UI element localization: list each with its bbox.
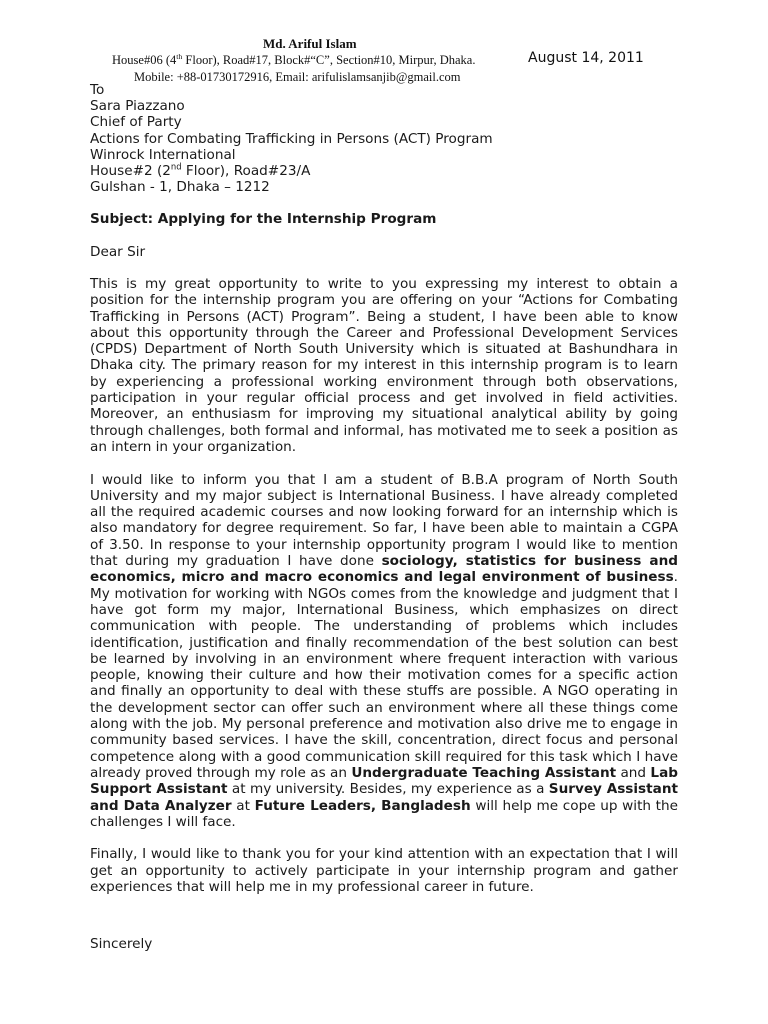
paragraph-1: This is my great opportunity to write to you expressing my interest to obtain a position for the internship program you are offering on your “Actions for Combating Trafficking in Persons (ACT) Program”. Being a student, I have been able to know about this opportunity through the Career and Professional Development Services (CPDS) Department of North South University which is situated at Bashundhara in Dhaka city. The primary reason for my interest in this internship program is to learn by experiencing a professional working environment through both observations, participation in your regular official process and get involved in field activities. Moreover, an enthusiasm for improving my situational analytical ability by going through challenges, both formal and informal, has motivated me to seek a position as an intern in your organization. [90, 276, 678, 455]
recipient-address-part: Floor), Road#23/A [181, 163, 311, 180]
recipient-org: Winrock International [90, 146, 236, 163]
recipient-title: Chief of Party [90, 114, 182, 131]
sender-contact: Mobile: +88-01730172916, Email: arifulislamsanjib@gmail.com [134, 70, 461, 84]
sender-address-part: Floor), Road#17, Block#“C”, Section#10, Mirpur, Dhaka. [182, 53, 476, 67]
paragraph-text: . My motivation for working with NGOs comes from the knowledge and judgment that I have got form my major, International Business, which emphasizes on direct communication with people. The understanding of problems which includes identification, justification and finally recommendation of the best solution can best be learned by involving in an environment where frequent interaction with various people, knowing their culture and how their motivation comes for a specific action and finally an opportunity to deal with these stuffs are possible. A NGO operating in the development sector can offer such an environment where all these things come along with the job. My personal preference and motivation also drive me to engage in community based services. I have the skill, concentration, direct focus and personal competence along with a good communication skill required for this task which I have already proved through my role as an [90, 569, 678, 781]
sender-address-sup: th [176, 51, 183, 61]
paragraph-2 [90, 472, 678, 831]
letter-closing: Sincerely [90, 936, 153, 952]
paragraph-text: at my university. Besides, my experience as a [227, 781, 549, 798]
sender-name: Md. Ariful Islam [263, 36, 357, 51]
courses-highlight: sociology, statistics for business and economics, micro and macro economics and legal environment of business [90, 553, 678, 586]
recipient-name: Sara Piazzano [90, 98, 185, 115]
recipient-to: To [90, 82, 105, 98]
recipient-address-part: House#2 (2 [90, 163, 171, 180]
sender-address-part: House#06 (4 [112, 53, 177, 67]
recipient-address [90, 163, 493, 179]
paragraph-3: Finally, I would like to thank you for your kind attention with an expectation that I will get an opportunity to actively participate in your internship program and gather experiences that will help me in my professional career in future. [90, 846, 678, 895]
recipient-block [90, 82, 493, 195]
letter-body [90, 276, 678, 912]
role-highlight: Lab Support Assistant [90, 764, 678, 798]
recipient-city: Gulshan - 1, Dhaka – 1212 [90, 179, 270, 196]
letter-subject: Subject: Applying for the Internship Program [90, 211, 437, 227]
paragraph-text: will help me cope up with the challenges I will face. [90, 797, 678, 830]
recipient-address-sup: nd [170, 161, 182, 172]
recipient-program: Actions for Combating Trafficking in Persons (ACT) Program [90, 130, 493, 147]
paragraph-text: and [616, 764, 651, 781]
role-highlight: Survey Assistant and Data Analyzer [90, 781, 678, 814]
paragraph-text: I would like to inform you that I am a student of B.B.A program of North South University and my major subject is International Business. I have already completed all the required academic courses and now looking forward for an internship which is also mandatory for degree requirement. So far, I have been able to maintain a CGPA of 3.50. In response to your internship opportunity program I would like to mention that during my graduation I have done [90, 471, 678, 570]
organization-highlight: Future Leaders, Bangladesh [254, 797, 471, 814]
paragraph-text: at [231, 797, 255, 814]
sender-address [112, 53, 475, 68]
letter-salutation: Dear Sir [90, 244, 146, 260]
role-highlight: Undergraduate Teaching Assistant [351, 764, 617, 781]
letter-date: August 14, 2011 [528, 50, 644, 66]
